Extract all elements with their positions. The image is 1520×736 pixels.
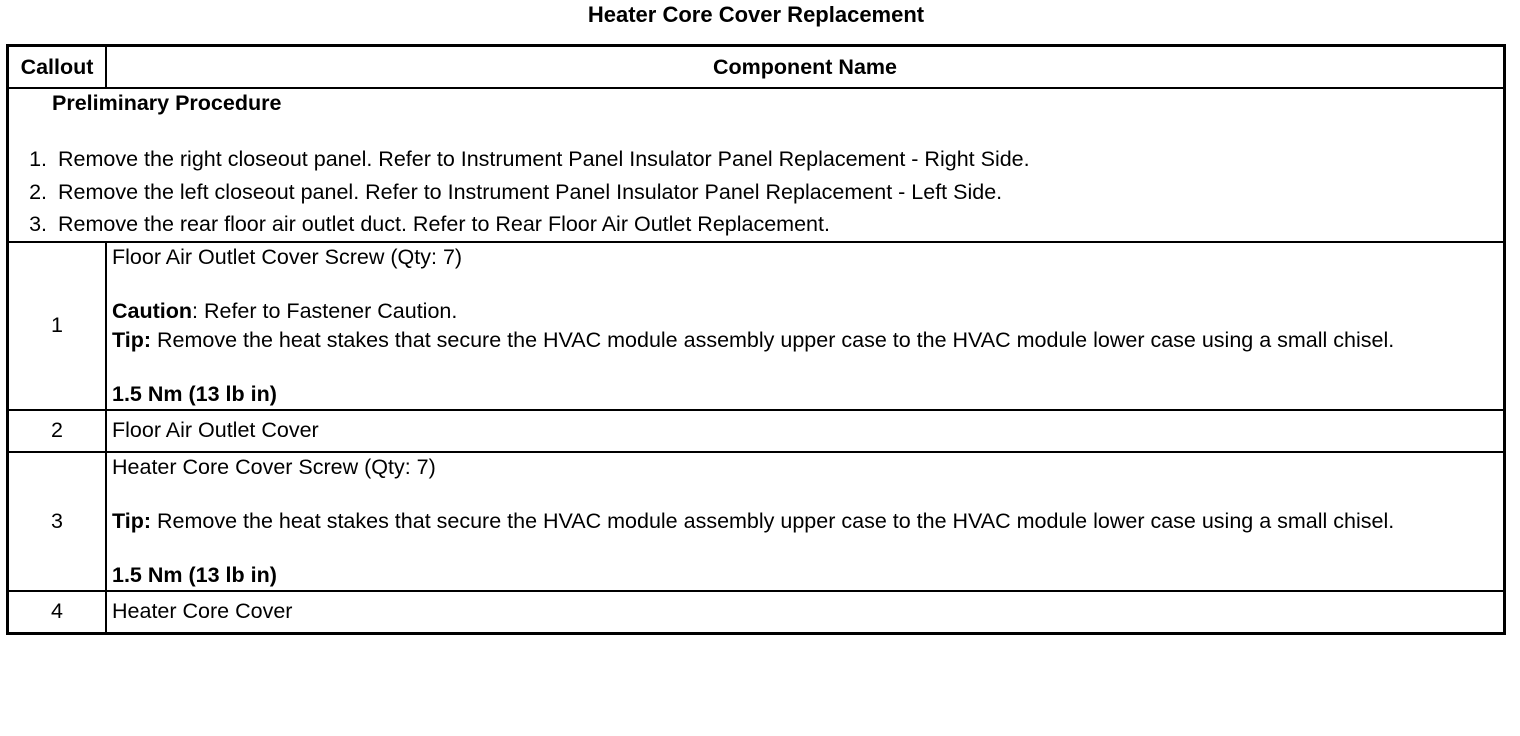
component-name: Floor Air Outlet Cover Screw (Qty: 7)	[112, 244, 463, 269]
table-row	[8, 452, 1505, 591]
table-row	[8, 242, 1505, 410]
preliminary-procedure-row	[8, 88, 1505, 242]
caution-text: : Refer to Fastener Caution.	[192, 298, 458, 323]
page-title: Heater Core Cover Replacement	[587, 2, 925, 27]
preliminary-steps	[14, 143, 1498, 241]
component-cell	[106, 242, 1505, 410]
preliminary-step: 3. Remove the rear floor air outlet duct. Refer to Rear Floor Air Outlet Replacement.	[53, 208, 1498, 241]
callout-cell: 2	[8, 410, 107, 452]
table-header-row	[8, 46, 1505, 89]
torque-spec: 1.5 Nm (13 lb in)	[112, 562, 277, 587]
component-name: Heater Core Cover Screw (Qty: 7)	[112, 454, 436, 479]
torque-spec: 1.5 Nm (13 lb in)	[112, 381, 277, 406]
component-name: Floor Air Outlet Cover	[106, 410, 1505, 452]
callout-cell: 1	[8, 242, 107, 410]
callout-cell: 4	[8, 591, 107, 634]
component-cell	[106, 452, 1505, 591]
table-row	[8, 410, 1505, 452]
header-component-name: Component Name	[106, 46, 1505, 89]
caution-note	[112, 297, 1498, 326]
tip-text: Remove the heat stakes that secure the HVAC module assembly upper case to the HVAC module lower case using a small chisel.	[151, 508, 1395, 533]
table-row	[8, 591, 1505, 634]
tip-note	[112, 507, 1498, 536]
component-name: Heater Core Cover	[106, 591, 1505, 634]
callout-cell: 3	[8, 452, 107, 591]
preliminary-step: 2. Remove the left closeout panel. Refer to Instrument Panel Insulator Panel Replacement - Left Side.	[53, 176, 1498, 209]
component-table	[6, 44, 1506, 635]
caution-label: Caution	[112, 298, 193, 323]
tip-note	[112, 326, 1498, 355]
preliminary-heading: Preliminary Procedure	[52, 91, 282, 115]
header-callout: Callout	[8, 46, 107, 89]
preliminary-procedure	[8, 88, 1505, 242]
tip-label: Tip:	[112, 508, 152, 533]
tip-text: Remove the heat stakes that secure the HVAC module assembly upper case to the HVAC module lower case using a small chisel.	[151, 327, 1395, 352]
preliminary-step: 1. Remove the right closeout panel. Refer to Instrument Panel Insulator Panel Replacement - Right Side.	[53, 143, 1498, 176]
tip-label: Tip:	[112, 327, 152, 352]
